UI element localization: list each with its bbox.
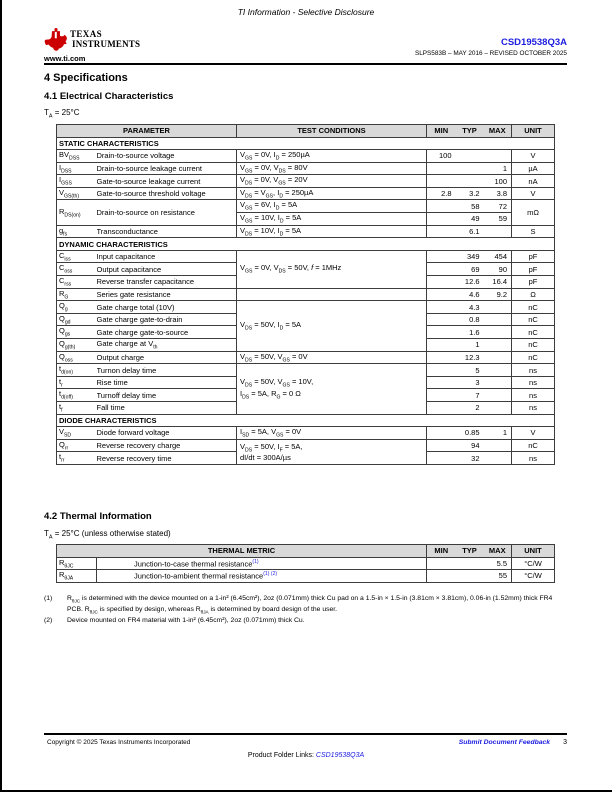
value-max: 3.8 [484, 187, 512, 200]
test-condition: $V_{DS} = 50V$, $I_F = 5A$, dI/dt = 300A/µs [237, 439, 427, 464]
param-symbol: $g_{fs}$ [57, 225, 97, 238]
param-symbol: $BV_{DSS}$ [57, 150, 97, 163]
value-typ [456, 162, 484, 175]
table-row [57, 250, 555, 263]
unit: ns [512, 376, 555, 389]
table-header-row [57, 545, 555, 558]
product-folder-label: Product Folder Links: [247, 752, 316, 759]
metric-symbol: $R_{\theta JA}$ [57, 570, 97, 583]
product-folder-link[interactable]: CSD19538Q3A [315, 752, 365, 759]
copyright-text: Copyright © 2025 Texas Instruments Incorporated [47, 739, 191, 746]
value-min: 100 [427, 150, 456, 163]
section-row [57, 414, 555, 427]
section-header: STATIC CHARACTERISTICS [57, 137, 555, 150]
footnote [44, 616, 560, 626]
col-header-typ: TYP [456, 545, 484, 558]
value-typ: 4.6 [456, 288, 484, 301]
value-min [427, 557, 456, 570]
value-min [427, 389, 456, 402]
test-condition: $I_{SD} = 5A$, $V_{GS} = 0V$ [237, 427, 427, 440]
value-max [484, 313, 512, 326]
unit: ns [512, 402, 555, 415]
param-symbol: $Q_{rr}$ [57, 439, 97, 452]
test-condition: $V_{GS} = 10V$, $I_D = 5A$ [237, 213, 427, 226]
param-name: Diode forward voltage [97, 427, 237, 440]
unit: ns [512, 452, 555, 465]
col-header-thermal-metric: THERMAL METRIC [57, 545, 427, 558]
col-header-parameter: PARAMETER [57, 125, 237, 138]
unit: nC [512, 351, 555, 364]
value-min [427, 326, 456, 339]
param-symbol: $Q_{g(th)}$ [57, 339, 97, 352]
param-symbol: $V_{SD}$ [57, 427, 97, 440]
table-row [57, 225, 555, 238]
unit: µA [512, 162, 555, 175]
page-left-edge [0, 0, 2, 792]
footnote-text: $R_{\theta JC}$ is determined with the device mounted on a 1-in² (6.45cm²), 2oz (0.071mm) thick Cu pad on a 1.5-in × 1.5-in (3.81cm × 3.81cm), 0.06-in (1.52mm) thick FR4 PCB. $R_{\theta JC}$ is specified by design, whereas $R_{\theta JA}$ is determined by board design of the user. [67, 595, 553, 615]
logo-text-instruments: INSTRUMENTS [72, 39, 141, 49]
table-row [57, 162, 555, 175]
unit: S [512, 225, 555, 238]
section-header: DIODE CHARACTERISTICS [57, 414, 555, 427]
test-condition: $V_{DS} = 50V$, $I_D = 5A$ [237, 301, 427, 351]
value-max: 1 [484, 427, 512, 440]
param-name: Reverse recovery charge [97, 439, 237, 452]
footnote-text: Device mounted on FR4 material with 1-in² (6.45cm²), 2oz (0.071mm) thick Cu. [67, 616, 305, 624]
value-typ [456, 175, 484, 188]
param-name: Drain-to-source voltage [97, 150, 237, 163]
col-header-test-conditions: TEST CONDITIONS [237, 125, 427, 138]
table-row [57, 200, 555, 213]
test-condition: $V_{GS} = 0V$, $I_D = 250\mu A$ [237, 150, 427, 163]
value-typ: 12.6 [456, 275, 484, 288]
unit: Ω [512, 288, 555, 301]
test-condition: $V_{DS} = 50V$, $V_{GS} = 0V$ [237, 351, 427, 364]
value-max [484, 376, 512, 389]
value-min [427, 339, 456, 352]
value-max [484, 150, 512, 163]
footnote-link[interactable]: (1) [252, 558, 259, 565]
table-row [57, 187, 555, 200]
value-min [427, 200, 456, 213]
metric-name: Junction-to-case thermal resistance$^{(1)}$ [97, 557, 427, 570]
unit: ns [512, 389, 555, 402]
section-title-electrical: 4.1 Electrical Characteristics [44, 91, 174, 102]
footnotes [44, 594, 560, 625]
col-header-unit: UNIT [512, 125, 555, 138]
value-min [427, 175, 456, 188]
param-symbol: $t_{d(on)}$ [57, 364, 97, 377]
value-max [484, 339, 512, 352]
param-symbol: $C_{iss}$ [57, 250, 97, 263]
param-name: Turnon delay time [97, 364, 237, 377]
unit: V [512, 187, 555, 200]
unit: V [512, 150, 555, 163]
value-min [427, 225, 456, 238]
param-symbol: $t_{d(off)}$ [57, 389, 97, 402]
table-row [57, 288, 555, 301]
value-max: 55 [484, 570, 512, 583]
unit: °C/W [512, 570, 555, 583]
doc-revision-info: SLPS583B – MAY 2016 – REVISED OCTOBER 2025 [414, 50, 567, 57]
param-name: Gate charge gate-to-drain [97, 313, 237, 326]
value-typ: 5 [456, 364, 484, 377]
test-condition: $V_{DS} = 10V$, $I_D = 5A$ [237, 225, 427, 238]
unit: nA [512, 175, 555, 188]
table-row [57, 557, 555, 570]
value-min [427, 275, 456, 288]
param-name: Reverse recovery time [97, 452, 237, 465]
section-title-specifications: 4 Specifications [44, 72, 128, 84]
value-max: 454 [484, 250, 512, 263]
unit: pF [512, 250, 555, 263]
table-row [57, 150, 555, 163]
col-header-max: MAX [484, 125, 512, 138]
param-name: Gate charge total (10V) [97, 301, 237, 314]
section-title-thermal: 4.2 Thermal Information [44, 511, 152, 522]
param-name: Series gate resistance [97, 288, 237, 301]
param-name: Gate-to-source leakage current [97, 175, 237, 188]
unit: pF [512, 275, 555, 288]
value-min [427, 313, 456, 326]
table-header-row [57, 125, 555, 138]
value-typ: 6.1 [456, 225, 484, 238]
condition-note-thermal: $T_A = 25^\circ C$ (unless otherwise stated) [44, 529, 171, 541]
unit: nC [512, 439, 555, 452]
param-symbol: $t_f$ [57, 402, 97, 415]
value-typ: 49 [456, 213, 484, 226]
ti-bug-icon [44, 28, 68, 51]
table-row [57, 301, 555, 314]
test-condition: $V_{DS} = 0V$, $V_{GS} = 20V$ [237, 175, 427, 188]
test-condition: $V_{GS} = 0V$, $V_{DS} = 80V$ [237, 162, 427, 175]
value-max: 59 [484, 213, 512, 226]
param-symbol: $C_{rss}$ [57, 275, 97, 288]
test-condition: $V_{GS} = 6V$, $I_D = 5A$ [237, 200, 427, 213]
value-max [484, 351, 512, 364]
param-symbol: $C_{oss}$ [57, 263, 97, 276]
footnote [44, 594, 560, 616]
param-name: Drain-to-source on resistance [97, 200, 237, 225]
value-typ: 349 [456, 250, 484, 263]
value-typ: 1 [456, 339, 484, 352]
footer-right [459, 739, 567, 746]
metric-name: Junction-to-ambient thermal resistance$^{(1) (2)}$ [97, 570, 427, 583]
page-number: 3 [563, 739, 567, 746]
value-min [427, 250, 456, 263]
param-name: Reverse transfer capacitance [97, 275, 237, 288]
param-name: Drain-to-source leakage current [97, 162, 237, 175]
value-typ [456, 570, 484, 583]
param-symbol: $t_r$ [57, 376, 97, 389]
value-max [484, 225, 512, 238]
logo-text-texas: TEXAS [70, 29, 103, 39]
value-min [427, 376, 456, 389]
table-row [57, 427, 555, 440]
value-min [427, 364, 456, 377]
param-name: Fall time [97, 402, 237, 415]
value-typ: 1.6 [456, 326, 484, 339]
table-row [57, 175, 555, 188]
submit-feedback-link[interactable]: Submit Document Feedback [458, 739, 551, 746]
value-min [427, 288, 456, 301]
value-min [427, 301, 456, 314]
test-condition: $V_{GS} = 0V$, $V_{DS} = 50V$, f = 1MHz [237, 250, 427, 288]
param-symbol: $Q_{oss}$ [57, 351, 97, 364]
value-typ: 12.3 [456, 351, 484, 364]
footnote-link[interactable]: (1) (2) [263, 571, 278, 578]
value-max [484, 301, 512, 314]
value-min [427, 452, 456, 465]
header-rule [44, 63, 567, 65]
value-typ: 94 [456, 439, 484, 452]
value-typ: 0.85 [456, 427, 484, 440]
param-name: Turnoff delay time [97, 389, 237, 402]
unit: mΩ [512, 200, 555, 225]
footnote-number: (1) [44, 595, 53, 602]
value-typ: 2 [456, 402, 484, 415]
param-symbol: $R_G$ [57, 288, 97, 301]
unit: °C/W [512, 557, 555, 570]
unit: ns [512, 364, 555, 377]
value-typ: 4.3 [456, 301, 484, 314]
param-symbol: $t_{rr}$ [57, 452, 97, 465]
param-name: Gate charge gate-to-source [97, 326, 237, 339]
param-name: Rise time [97, 376, 237, 389]
col-header-max: MAX [484, 545, 512, 558]
value-typ: 7 [456, 389, 484, 402]
website-link[interactable]: www.ti.com [44, 54, 86, 63]
test-condition: $V_{DS} = V_{GS}$, $I_D = 250\mu A$ [237, 187, 427, 200]
disclosure-banner: TI Information - Selective Disclosure [237, 7, 375, 17]
param-symbol: $I_{GSS}$ [57, 175, 97, 188]
value-typ: 0.8 [456, 313, 484, 326]
value-min [427, 427, 456, 440]
value-max [484, 364, 512, 377]
value-max: 1 [484, 162, 512, 175]
param-name: Gate charge at $V_{th}$ [97, 339, 237, 352]
value-min [427, 402, 456, 415]
value-max [484, 402, 512, 415]
table-row [57, 439, 555, 452]
param-symbol: $V_{GS(th)}$ [57, 187, 97, 200]
value-typ: 58 [456, 200, 484, 213]
param-name: Gate-to-source threshold voltage [97, 187, 237, 200]
col-header-min: MIN [427, 545, 456, 558]
value-max [484, 389, 512, 402]
unit: nC [512, 313, 555, 326]
condition-note-electrical: $T_A = 25^\circ C$ [44, 108, 80, 120]
unit: nC [512, 301, 555, 314]
col-header-unit: UNIT [512, 545, 555, 558]
table-row [57, 570, 555, 583]
table-row [57, 351, 555, 364]
metric-symbol: $R_{\theta JC}$ [57, 557, 97, 570]
value-max: 5.5 [484, 557, 512, 570]
electrical-characteristics-table [56, 124, 555, 465]
value-min [427, 263, 456, 276]
col-header-typ: TYP [456, 125, 484, 138]
param-name: Input capacitance [97, 250, 237, 263]
value-typ [456, 150, 484, 163]
value-max [484, 439, 512, 452]
value-min [427, 351, 456, 364]
value-typ: 69 [456, 263, 484, 276]
table-row [57, 364, 555, 377]
thermal-information-table [56, 544, 555, 583]
value-typ: 3 [456, 376, 484, 389]
test-condition [237, 288, 427, 301]
product-folder-line [0, 752, 612, 759]
param-name: Transconductance [97, 225, 237, 238]
value-min: 2.8 [427, 187, 456, 200]
param-symbol: $Q_{gd}$ [57, 313, 97, 326]
value-max [484, 452, 512, 465]
value-min [427, 213, 456, 226]
param-symbol: $Q_{gs}$ [57, 326, 97, 339]
param-name: Output capacitance [97, 263, 237, 276]
param-symbol: $R_{DS(on)}$ [57, 200, 97, 225]
section-header: DYNAMIC CHARACTERISTICS [57, 238, 555, 251]
value-max [484, 326, 512, 339]
value-min [427, 570, 456, 583]
value-min [427, 162, 456, 175]
value-max: 90 [484, 263, 512, 276]
unit: nC [512, 339, 555, 352]
test-condition: $V_{DS} = 50V$, $V_{GS} = 10V$, $I_{DS} = 5A$, $R_G = 0$ Ω [237, 364, 427, 414]
value-max: 9.2 [484, 288, 512, 301]
value-typ: 32 [456, 452, 484, 465]
param-symbol: $Q_g$ [57, 301, 97, 314]
unit: pF [512, 263, 555, 276]
section-row [57, 238, 555, 251]
footer-rule [44, 733, 567, 735]
value-max: 16.4 [484, 275, 512, 288]
value-typ [456, 557, 484, 570]
section-row [57, 137, 555, 150]
value-max: 100 [484, 175, 512, 188]
unit: nC [512, 326, 555, 339]
value-min [427, 439, 456, 452]
unit: V [512, 427, 555, 440]
param-symbol: $I_{DSS}$ [57, 162, 97, 175]
value-typ: 3.2 [456, 187, 484, 200]
part-number: CSD19538Q3A [500, 37, 567, 48]
col-header-min: MIN [427, 125, 456, 138]
value-max: 72 [484, 200, 512, 213]
footnote-number: (2) [44, 616, 53, 624]
param-name: Output charge [97, 351, 237, 364]
ti-logo [44, 28, 204, 52]
